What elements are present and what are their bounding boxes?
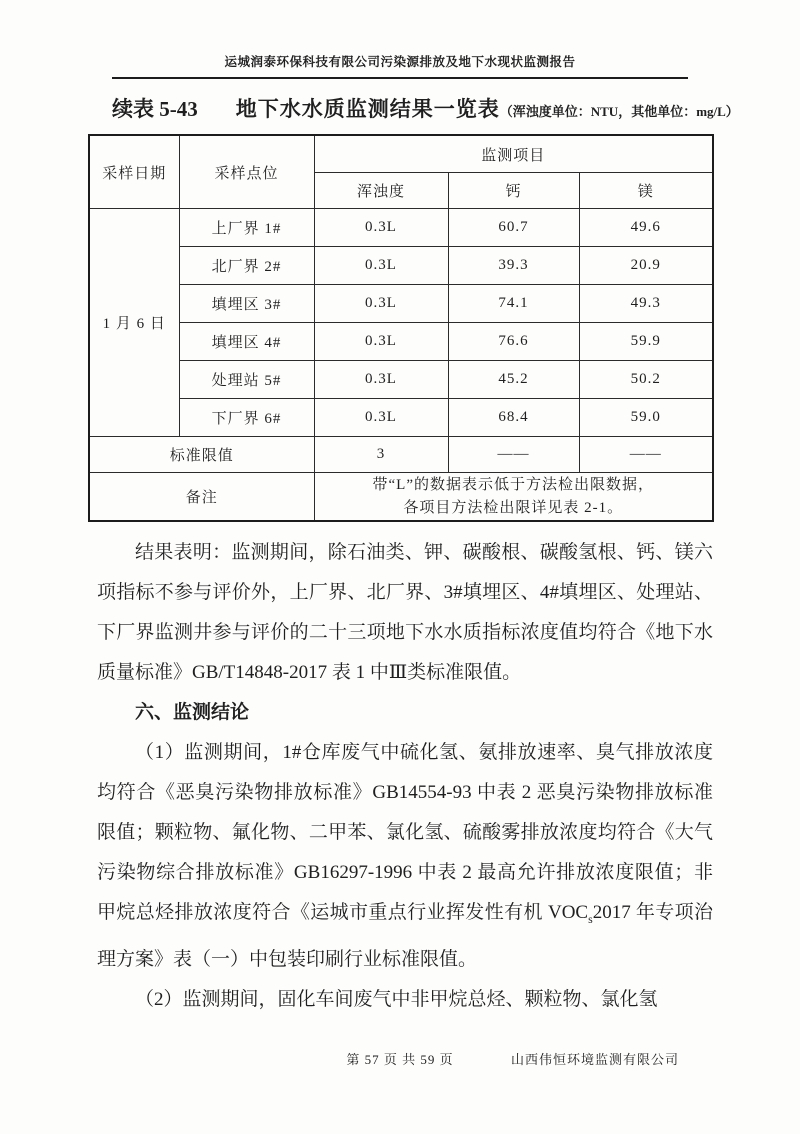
- point-cell: 填埋区 4#: [179, 323, 314, 361]
- turbidity-cell: 0.3L: [314, 285, 448, 323]
- table-row: [89, 323, 713, 361]
- sample-date-cell: 1 月 6 日: [89, 209, 179, 437]
- conclusion-paragraph-2: （2）监测期间，固化车间废气中非甲烷总烃、颗粒物、氯化氢: [135, 988, 658, 1010]
- monitoring-results-table: [88, 134, 714, 522]
- header-calcium: 钙: [448, 173, 579, 209]
- calcium-cell: 68.4: [448, 399, 579, 437]
- point-cell: 处理站 5#: [179, 361, 314, 399]
- vocs-subscript: s: [588, 912, 593, 926]
- magnesium-cell: 50.2: [579, 361, 713, 399]
- turbidity-cell: 0.3L: [314, 209, 448, 247]
- note-label: 备注: [89, 473, 314, 522]
- conclusion-paragraph-1: [97, 733, 713, 980]
- magnesium-cell: 59.9: [579, 323, 713, 361]
- footer-company: 山西伟恒环境监测有限公司: [510, 1052, 679, 1067]
- calcium-cell: 76.6: [448, 323, 579, 361]
- header-monitoring-items: 监测项目: [314, 135, 713, 173]
- conclusion-1-text: （1）监测期间，1#仓库废气中硫化氢、氨排放速率、臭气排放浓度均符合《恶臭污染物排放标准》GB14554-93 中表 2 恶臭污染物排放标准限值；颗粒物、氟化物、二甲苯、氯化氢、硫酸雾排放浓度均符合《大气污染物综合排放标准》GB16297-1996 中表 2 最高允许排放浓度限值；非甲烷总烃排放浓度符合《运城市重点行业挥发性有机 VOC: [97, 742, 713, 923]
- limit-magnesium: ——: [579, 437, 713, 473]
- calcium-cell: 45.2: [448, 361, 579, 399]
- magnesium-cell: 49.3: [579, 285, 713, 323]
- limit-turbidity: 3: [314, 437, 448, 473]
- turbidity-cell: 0.3L: [314, 399, 448, 437]
- table-row: [89, 209, 713, 247]
- turbidity-cell: 0.3L: [314, 323, 448, 361]
- note-line-2: 各项目方法检出限详见表 2-1。: [403, 499, 624, 516]
- magnesium-cell: 20.9: [579, 247, 713, 285]
- table-unit-note: （浑浊度单位：NTU，其他单位：mg/L）: [499, 104, 739, 119]
- turbidity-cell: 0.3L: [314, 247, 448, 285]
- table-caption: [112, 93, 739, 123]
- note-text: [314, 473, 713, 522]
- point-cell: 下厂界 6#: [179, 399, 314, 437]
- table-row: [89, 285, 713, 323]
- header-sample-point: 采样点位: [179, 135, 314, 209]
- table-row: [89, 361, 713, 399]
- result-paragraph: 结果表明：监测期间，除石油类、钾、碳酸根、碳酸氢根、钙、镁六项指标不参与评价外，上厂界、北厂界、3#填埋区、4#填埋区、处理站、下厂界监测井参与评价的二十三项地下水水质指标浓度值均符合《地下水质量标准》GB/T14848-2017 表 1 中Ⅲ类标准限值。: [97, 542, 713, 683]
- conclusion-1-text-cont: 2017 年专项治理方案》表（一）中包装印刷行业标准限值。: [97, 902, 713, 970]
- point-cell: 北厂界 2#: [179, 247, 314, 285]
- section-heading: 六、监测结论: [135, 702, 250, 723]
- calcium-cell: 39.3: [448, 247, 579, 285]
- limit-label: 标准限值: [89, 437, 314, 473]
- limit-calcium: ——: [448, 437, 579, 473]
- magnesium-cell: 59.0: [579, 399, 713, 437]
- table-number: 续表 5-43: [112, 97, 198, 121]
- header-sample-date: 采样日期: [89, 135, 179, 209]
- table-name: 地下水水质监测结果一览表: [235, 97, 500, 121]
- calcium-cell: 74.1: [448, 285, 579, 323]
- note-row: [89, 473, 713, 522]
- point-cell: 填埋区 3#: [179, 285, 314, 323]
- header-turbidity: 浑浊度: [314, 173, 448, 209]
- magnesium-cell: 49.6: [579, 209, 713, 247]
- body-text-block: [97, 533, 713, 1020]
- turbidity-cell: 0.3L: [314, 361, 448, 399]
- table-row: [89, 247, 713, 285]
- page-number: 第 57 页 共 59 页: [346, 1052, 454, 1067]
- note-line-1: 带“L”的数据表示低于方法检出限数据，: [372, 476, 654, 493]
- running-header: [112, 52, 688, 79]
- report-title: 运城润泰环保科技有限公司污染源排放及地下水现状监测报告: [224, 55, 576, 69]
- calcium-cell: 60.7: [448, 209, 579, 247]
- point-cell: 上厂界 1#: [179, 209, 314, 247]
- header-magnesium: 镁: [579, 173, 713, 209]
- table-row: [89, 399, 713, 437]
- limit-row: [89, 437, 713, 473]
